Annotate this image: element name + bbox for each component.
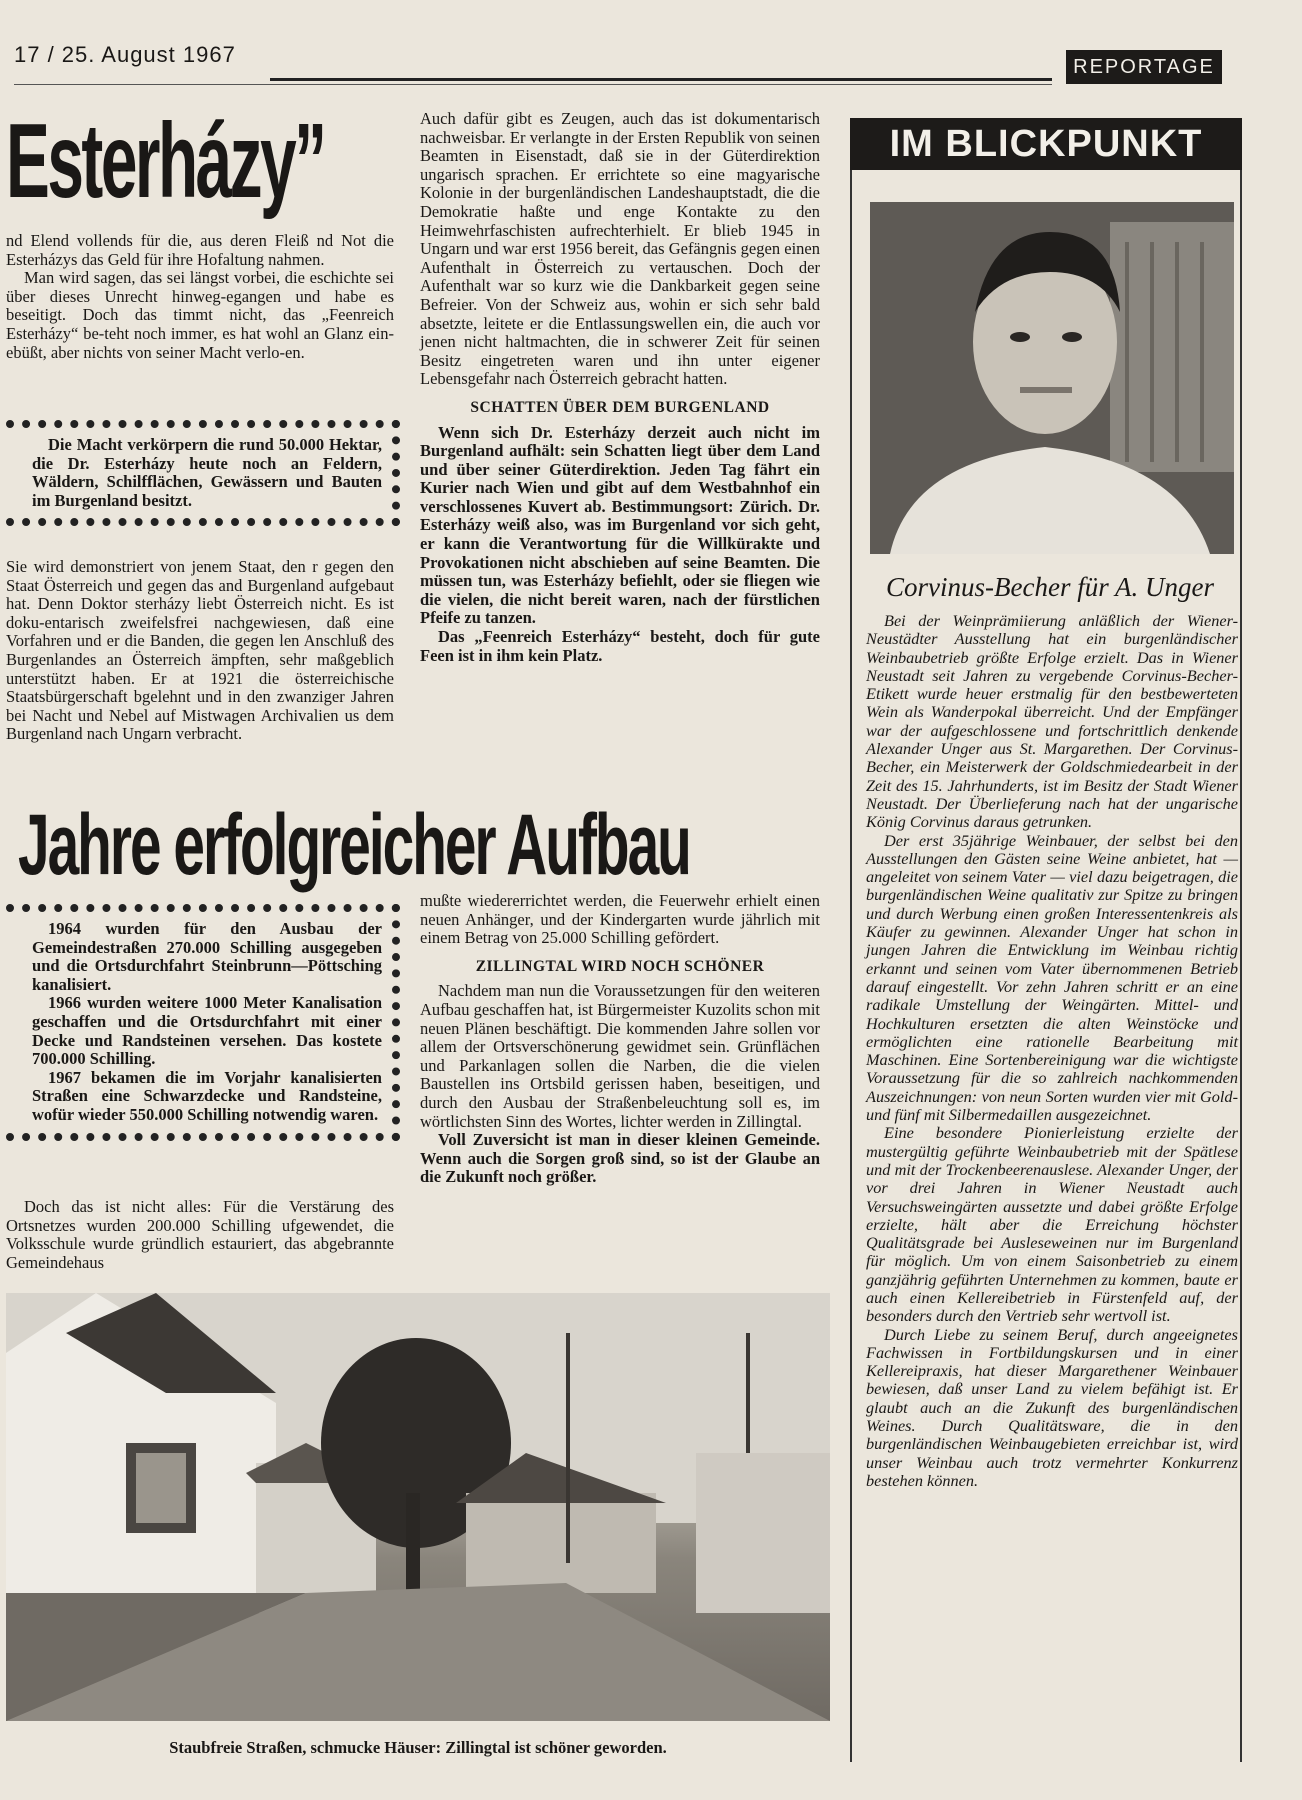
article1-subhead: SCHATTEN ÜBER DEM BURGENLAND — [470, 398, 770, 416]
article2-box-p3: 1967 bekamen die im Vorjahr kanalisierten Straßen eine Schwarzdecke und Randsteine, wofür wieder 550.000 Schilling notwendig waren. — [32, 1067, 382, 1124]
article1-factbox-text: Die Macht verkörpern die rund 50.000 Hektar, die Dr. Esterházy heute noch an Feldern, Wäldern, Schilfflächen, Gewässern und Bauten im Burgenland besitzt. — [32, 435, 382, 510]
article2-col2-p1: mußte wiedererrichtet werden, die Feuerwehr erhielt einen neuen Anhänger, und der Kindergarten wurde jährlich mit einem Betrag von 25.000 Schilling gefördert. — [420, 891, 820, 948]
page-date: 17 / 25. August 1967 — [14, 42, 236, 67]
article2-headline: Jahre erfolgreicher Aufbau — [18, 797, 690, 893]
article1-col1-p1: nd Elend vollends für die, aus deren Fleiß nd Not die Esterházys das Geld für ihre Hofaltung nahmen. — [6, 231, 394, 269]
article1-column2 — [420, 110, 820, 665]
photo-caption: Staubfreie Straßen, schmucke Häuser: Zillingtal ist schöner geworden. — [169, 1738, 667, 1757]
portrait-photo — [870, 202, 1234, 554]
article2-box-p2: 1966 wurden weitere 1000 Meter Kanalisation geschaffen und die Ortsdurchfahrt mit einer Decke und Randsteinen versehen. Das kostete 700.000 Schilling. — [32, 993, 382, 1069]
sidebar-p4: Durch Liebe zu seinem Beruf, durch angeeignetes Fachwissen in Fortbildungskursen und in einer Kellereipraxis, hat dieser Margarethener Weinbauer bewiesen, daß unser Land zu vielem befähigt ist. Er glaubt auch an die Zukunft des burgenländischen Weines. Durch Qualitätsware, die in den burgenländischen Weinbaugebieten erreichbar ist, wird unser Weinbau auch trotz vermehrter Konkurrenz bestehen können. — [866, 1324, 1238, 1490]
article2-factbox — [6, 904, 400, 1141]
street-photo-illustration — [6, 1293, 830, 1721]
article2-column1b — [6, 1198, 394, 1272]
article2-subhead: ZILLINGTAL WIRD NOCH SCHÖNER — [475, 957, 765, 975]
header-rule-thin — [14, 84, 1052, 85]
article1-column1 — [6, 232, 394, 362]
article1-col2b-p1: Wenn sich Dr. Esterházy derzeit auch nicht im Burgenland aufhält: sein Schatten liegt über dem Land und über seiner Güterdirektion. Jeden Tag fährt ein Kurier nach Wien und gibt auf dem Westbahnhof ein verschlossenes Kuvert ab. Bestimmungsort: Zürich. Dr. Esterházy weiß also, was im Burgenland vor sich geht, er kann die Verantwortung für die Willkürakte und Provokationen nicht abschieben auf seine Beamten. Die müssen tun, was Esterházy befiehlt, oder sie fliegen wie die vielen, die nicht bereit waren, nach der fürstlichen Pfeife zu tanzen. — [420, 422, 820, 628]
article1-col2-p1: Auch dafür gibt es Zeugen, auch das ist dokumentarisch nachweisbar. Er verlangte in der Ersten Republik von seinen Beamten in Eisenstadt, daß sie in der Güterdirektion ungarisch sprachen. Er errichtete so eine magyarische Kolonie in der burgenländischen Landeshauptstadt, die die Demokratie haßte und enge Kontakte zu den Heimwehrfaschisten aufrechterhielt. Er blieb 1945 in Ungarn und war erst 1956 bereit, das Gefängnis gegen einen Aufenthalt in Österreich zu vertauschen. Doch der Aufenthalt war so kurz wie die Dankbarkeit gegen seine Befreier. Von der Schweiz aus, wohin er sich sehr bald absetzte, leitete er die Entlassungswellen ein, die auch vor jenen nicht haltmachten, die in schwerer Zeit für seinen Besitz eingetreten waren und ihn unter eigener Lebensgefahr nach Österreich gebracht hatten. — [420, 109, 820, 389]
article1-col1-p2: Man wird sagen, das sei längst vorbei, die eschichte sei über dieses Unrecht hinweg-egangen und habe es beseitigt. Doch das timmt nicht, das „Feenreich Esterházy“ be-teht noch immer, es hat wohl an Glanz ein-ebüßt, aber nichts von seiner Macht verlo-en. — [6, 268, 394, 362]
article1-column1b — [6, 558, 394, 744]
article2-col1b-p1: Doch das ist nicht alles: Für die Verstärung des Ortsnetzes wurden 200.000 Schilling ufgewendet, die Volksschule wurde gründlich estauriert, das abgebrannte Gemeindehaus — [6, 1197, 394, 1272]
street-photo — [6, 1293, 830, 1721]
portrait-illustration — [870, 202, 1234, 554]
sidebar-column — [866, 612, 1238, 1490]
article2-box-p1: 1964 wurden für den Ausbau der Gemeindestraßen 270.000 Schilling ausgegeben und die Ortsdurchfahrt Steinbrunn—Pöttsching kanalisiert. — [32, 919, 382, 994]
article1-factbox — [6, 420, 400, 526]
sidebar-p3: Eine besondere Pionierleistung erzielte der mustergültig geführte Weinbaubetrieb mit der Spätlese und mit der Trockenbeerenauslese. Alexander Unger, der vor drei Jahren in Wiener Neustadt auch Versuchsweingärten aussetzte und dabei größte Erfolge erzielte, hält aber die Erreichung höchster Qualitätsgrade bei Ausleseweinen nur im Burgenland für möglich. Um von einem Saisonbetrieb zu einem ganzjährig geführten Unternehmen zu kommen, baute er auch einen Kellereibetrieb in Fürstenfeld auf, der besonders durch den Vertrieb sehr wertvoll ist. — [866, 1123, 1238, 1326]
sidebar-banner: IM BLICKPUNKT — [850, 118, 1242, 170]
article1-col2b-p2: Das „Feenreich Esterházy“ besteht, doch für gute Feen ist in ihm kein Platz. — [420, 627, 820, 665]
article2-col2b-p1: Nachdem man nun die Voraussetzungen für den weiteren Aufbau geschaffen hat, ist Bürgermeister Kuzolits schon mit neuen Plänen beschäftigt. Die kommenden Jahre sollen vor allem der Ortsverschönerung gewidmet sein. Grünflächen und Parkanlagen sollen die Narben, die die vielen Baustellen ins Ortsbild gerissen haben, beseitigen, und durch den Ausbau der Straßenbeleuchtung soll es, im wörtlichsten Sinn des Wortes, lichter werden in Zillingtal. — [420, 981, 820, 1131]
article1-col1b-p1: Sie wird demonstriert von jenem Staat, den r gegen den Staat Österreich und gegen das and Burgenland aufgebaut hat. Denn Doktor sterházy liebt Österreich nicht. Es ist doku-entarisch zweifelsfrei nachgewiesen, daß eine Vorfahren und er die Banden, die gegen len Anschluß des Burgenlandes an Österreich ämpften, sehr maßgeblich unterstützt haben. Er at 1921 die österreichische Staatsbürgerschaft bgelehnt und in den zwanziger Jahren bei Nacht und Nebel auf Mistwagen Archivalien us dem Burgenland nach Ungarn verbracht. — [6, 557, 394, 744]
sidebar-p2: Der erst 35jährige Weinbauer, der selbst bei den Ausstellungen den Gästen seine Weine anbietet, hat — angeleitet von seinem Vater — viel dazu beigetragen, die burgenländischen Weine qualitativ zur Spitze zu bringen und durch Werbung einen großen Interessentenkreis als Käufer zu gewinnen. Alexander Unger hat schon in jungen Jahren die Entwicklung im Weinbau richtig erkannt und seinen vom Vater übernommenen Betrieb darauf eingestellt. Vor zehn Jahren schritt er an eine radikale Umstellung der Weingärten. Mittel- und Hochkulturen ersetzten die alten Weinstöcke und ermöglichten eine rationelle Bearbeitung mit Maschinen. Eine Sortenbereinigung war die wichtigste Voraussetzung für die so zahlreich nachkommenden Auszeichnungen: von neun Sorten wurden vier mit Gold- und fünf mit Silbermedaillen ausgezeichnet. — [866, 830, 1238, 1125]
section-label: REPORTAGE — [1066, 50, 1222, 84]
article2-column2 — [420, 892, 820, 1187]
header-rule — [270, 78, 1052, 81]
sidebar-title: Corvinus-Becher für A. Unger — [886, 572, 1214, 602]
article2-closing: Voll Zuversicht ist man in dieser kleinen Gemeinde. Wenn auch die Sorgen groß sind, so ist der Glaube an die Zukunft noch größer. — [420, 1130, 820, 1187]
sidebar-p1: Bei der Weinprämiierung anläßlich der Wiener-Neustädter Ausstellung hat ein burgenländischer Weinbaubetrieb größte Erfolge erzielt. Das in Wiener Neustadt seit Jahren zu vergebende Corvinus-Becher-Etikett wurde heuer erstmalig für den bestbewerteten Wein als Wanderpokal überreicht. Und der Empfänger war der aufgeschlossene und fortschrittlich denkende Alexander Unger aus St. Margarethen. Der Corvinus-Becher, ein Meisterwerk der Goldschmiedearbeit in der Zeit des 15. Jahrhunderts, ist im Besitz der Stadt Wiener Neustadt. Der Überlieferung nach hat der ungarische König Corvinus daraus getrunken. — [866, 611, 1238, 832]
article1-headline: Esterházy” — [6, 102, 325, 220]
